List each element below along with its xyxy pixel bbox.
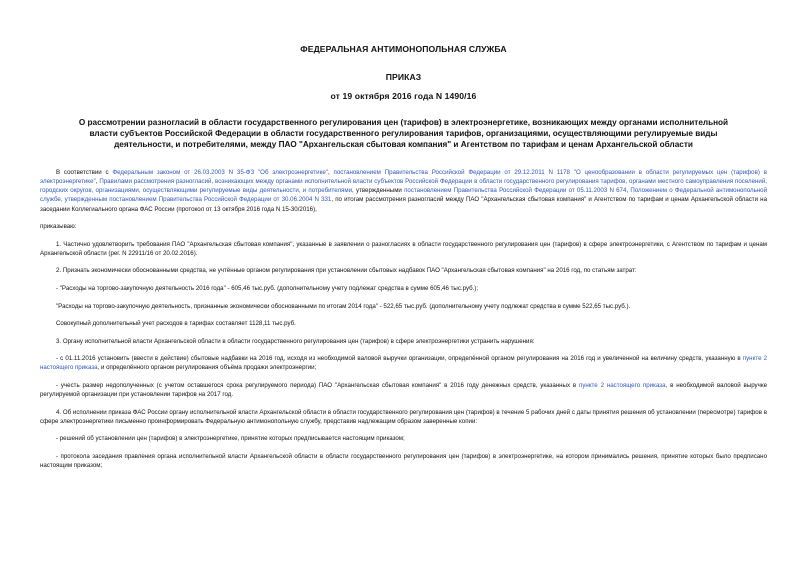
order-word: приказываю:	[40, 223, 77, 231]
preamble-text-5: , по итогам рассмотрения разногласий между ПАО "Архангельская сбытовая компания" и Агентством по тарифам и ценам Архангельской области на заседании Коллегиального органа ФАС России (протокол от 13 октября 2016 года N 15-30/2016),	[40, 196, 767, 213]
item-4a: - решений об установлении цен (тарифов) в электроэнергетике, принятие которых предписывается настоящим приказом;	[56, 435, 405, 443]
item-3a	[40, 354, 767, 372]
rules-link[interactable]: Правилами рассмотрения разногласий, возникающих между органами исполнительной власти субъектов Российской Федерации в области государственного регулирования тарифов, органами местного самоуправления поселений, городских округов, организациями, осуществляющими регулируемые виды деятельности, и потребителями	[40, 178, 767, 195]
document-date-number: от 19 октября 2016 года N 1490/16	[330, 91, 477, 101]
item-3a-tail: , и определённого органом регулирования объёма продажи электроэнергии;	[97, 364, 317, 372]
item-3b-text: - учесть размер недополученных (с учетом оставшегося срока регулируемого периода) ПАО "Архангельская сбытовая компания" в 2016 году денежных средств, указанных в	[56, 381, 580, 389]
document-subject: О рассмотрении разногласий в области государственного регулирования цен (тарифов) в электроэнергетике, возникающих между органами исполнительной власти субъектов Российской Федерации в области государственного регулирования тарифов, организациями, осуществляющими регулируемые виды деятельности, и потребителями, между ПАО "Архангельская сбытовая компания" и Агентством по тарифам и ценам Архангельской области	[78, 118, 729, 149]
preamble-lead: В соответствии с	[56, 169, 113, 176]
preamble-text-2: ,	[95, 178, 100, 186]
document-type: ПРИКАЗ	[385, 72, 422, 82]
law-link[interactable]: Федеральным законом от 26.03.2003 N 35-ФЗ "Об электроэнергетике"	[112, 169, 328, 176]
item-2: 2. Признать экономически обоснованными средства, не учтённые органом регулирования при установлении сбытовых надбавок ПАО "Архангельская сбытовая компания" на 2016 год, по статьям затрат:	[56, 267, 637, 275]
document-body	[40, 168, 767, 478]
preamble-text-3: , утвержденными	[352, 187, 405, 195]
item-2c: Совокупный дополнительный учет расходов в тарифах составляет 1128,11 тыс.руб.	[56, 320, 296, 328]
item-1: 1. Частично удовлетворить требования ПАО "Архангельская сбытовая компания", указанные в заявлении о разногласиях в области государственного регулирования цен (тарифов) в сфере электроэнергетики, с Агентством по тарифам и ценам Архангельской области (рег. N 22911/16 от 20.02.2016).	[40, 240, 767, 257]
item-2b: "Расходы на торгово-закупочную деятельность, признанные экономически обоснованными по итогам 2014 года" - 522,65 тыс.руб. (дополнительному учету подлежат средства в сумме 522,65 тыс.руб.).	[56, 302, 631, 310]
preamble-text-1: ,	[327, 169, 334, 176]
preamble-paragraph	[40, 168, 767, 214]
item-3a-text: - с 01.11.2016 установить (ввести в действие) сбытовые надбавки на 2016 год, исходя из необходимой валовой выручки организации, определённой органом регулирования на 2016 год и увеличенной на величину средств, указанную в	[56, 355, 743, 363]
item-3b-tail: , в необходимой валовой выручке регулируемой организации при установлении тарифов на 2017 год.	[40, 381, 767, 399]
item-3: 3. Органу исполнительной власти Архангельской области в области государственного регулирования цен (тарифов) в сфере электроэнергетики устранить нарушения:	[56, 337, 535, 345]
regulation-link[interactable]: Положением о Федеральной антимонопольной службе, утвержденным постановлением Правительства Российской Федерации от 30.06.2004 N 331	[40, 187, 768, 204]
decree-674-link[interactable]: постановлением Правительства Российской Федерации от 05.11.2003 N 674	[404, 187, 627, 195]
decree-1178-link[interactable]: постановлением Правительства Российской Федерации от 29.12.2011 N 1178 "О ценообразовании в области регулируемых цен (тарифов) в электроэнергетике"	[40, 169, 767, 186]
item-3b	[40, 381, 767, 399]
agency-title: ФЕДЕРАЛЬНАЯ АНТИМОНОПОЛЬНАЯ СЛУЖБА	[300, 44, 507, 54]
item-2a: - "Расходы на торгово-закупочную деятельность 2016 года" - 605,46 тыс.руб. (дополнительному учету подлежат средства в сумме 605,46 тыс.руб.);	[56, 284, 479, 292]
item-4b: - протокола заседания правления органа исполнительной власти Архангельской области в области государственного регулирования цен (тарифов) в электроэнергетике, на котором принимались решения, принятие которых было предписано настоящим приказом;	[40, 452, 767, 469]
item-3b-link[interactable]: пункте 2 настоящего приказа	[579, 381, 666, 389]
item-3a-link[interactable]: пункте 2 настоящего приказа	[40, 355, 767, 372]
item-4: 4. Об исполнении приказа ФАС России органу исполнительной власти Архангельской области в области государственного регулирования цен (тарифов) в течение 5 рабочих дней с даты принятия решения об установлении (пересмотре) тарифов в сфере электроэнергетики письменно проинформировать Федеральную антимонопольную службу, представив надлежащим образом заверенные копии:	[40, 408, 767, 425]
preamble-text-4: ,	[626, 187, 631, 195]
